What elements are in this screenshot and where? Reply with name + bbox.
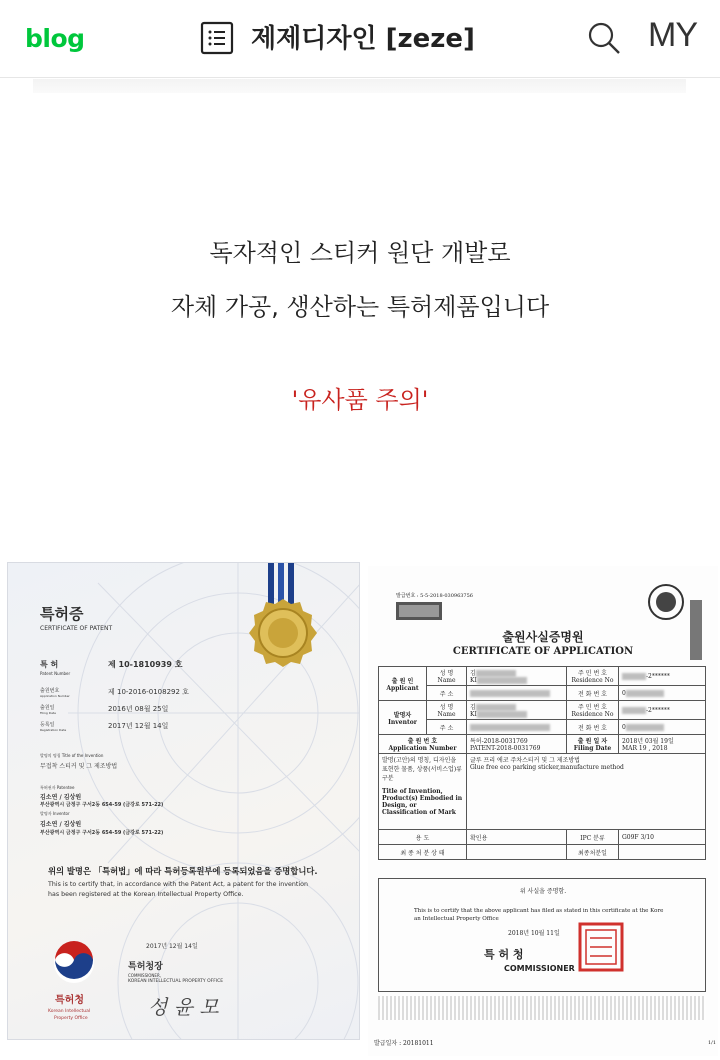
filing-date-en: MAR 19 , 2018 [622,745,668,752]
patent-certificate-image [7,562,360,1040]
patent-number-label-en: Patent Number [40,671,71,676]
name-label-2: 성 명 [439,704,454,711]
my-button[interactable]: MY [648,16,697,54]
issue-date: 2017년 12월 14일 [146,943,198,950]
inventor-label: 발명자 [393,711,412,719]
final-disposal-label: 최종처분일 [567,845,619,860]
doc-number: 발급번호 : 5-5-2018-030963756 [396,593,473,599]
invention-label-ko: 발명(고안)의 명칭, 디자인을 표현한 물품, 상품(서비스업)류 구분 [382,757,462,782]
kipo-stamp-icon [646,582,690,622]
top-header [0,0,720,78]
filing-label: 출원일 [40,705,55,711]
invention-title-label: 발명의 명칭 Title of the Invention [40,753,104,758]
phone-label-2: 전 화 번 호 [567,720,619,735]
barcode-icon [396,602,442,620]
app-no-label-en: Application Number [40,694,70,698]
phone-label: 전 화 번 호 [567,686,619,701]
statement-ko: 위의 발명은 「특허법」에 따라 특허등록원부에 등록되었음을 증명합니다. [48,866,318,876]
filing-label-en: Filing Date [40,711,56,715]
patent-number-label: 특 허 [40,660,59,669]
owner-label: 특허권자 Patentee [40,785,75,790]
cert-date: 2018년 10월 11일 [508,930,560,937]
application-table [378,666,706,860]
applicant-res-no: -2****** [646,672,670,680]
divider-strip [33,79,686,93]
office-en-1: Korean Intellectual [48,1009,91,1014]
inventor-phone: 0 [622,723,626,731]
applicant-label-en: Applicant [386,684,419,692]
gold-seal-icon [249,599,317,667]
res-no-label-2: 주 민 번 호 [578,704,607,711]
invention-title: 무접착 스티커 및 그 제조방법 [40,763,118,770]
res-no-label-en: Residence No [571,677,614,684]
app-no-label: 출원번호 [40,688,60,694]
footer-notice [378,996,706,1020]
commissioner-en-2: KOREAN INTELLECTUAL PROPERTY OFFICE [128,979,224,984]
statement-en-1: This is to certify that, in accordance with the Patent Act, a patent for the invention [48,881,308,888]
headline-line-2: 자체 가공, 생산하는 특허제품입니다 [170,293,550,321]
warning-text: '유사품 주의' [291,386,429,414]
filing-date-label: 출 원 일 자 [577,738,608,745]
use-label: 용 도 [379,830,467,845]
patent-title-ko: 특허증 [40,605,84,623]
application-certificate-image [368,566,718,1056]
reg-date: 2017년 12월 14일 [108,722,169,730]
inventor-label: 발명자 Inventor [40,811,70,816]
commissioner-ko: 특허청장 [128,962,163,972]
invention-title-ko: 글루 프리 에코 주차스티커 및 그 제조방법 [470,757,580,764]
signature: 성 윤 모 [148,995,219,1019]
app-number-ko: 특허-2018-0031769 [470,738,528,745]
inventor-name: 김소연 / 김상원 [40,821,82,828]
ipc-label: IPC 분류 [567,830,619,845]
filing-date-ko: 2018년 03월 19일 [622,738,674,745]
app-number-label-en: Application Number [388,745,457,752]
office-ko: 특허청 [55,995,84,1006]
res-no-label: 주 민 번 호 [578,670,607,677]
office-en-2: Property Office [54,1016,88,1021]
applicant-label: 출 원 인 [391,677,414,685]
owner-address: 부산광역시 금정구 구서2동 654-59 (금강로 571-22) [40,802,164,808]
app-no: 제 10-2016-0108292 호 [108,688,189,696]
cert-commissioner: COMMISSIONER [504,964,575,973]
search-icon[interactable] [586,20,622,56]
certify-en-2: an Intellectual Property Office [414,916,499,922]
app-number-en: PATENT-2018-0031769 [470,745,541,752]
inventor-name-roman: KI [470,711,477,718]
cert-title-en: CERTIFICATE OF APPLICATION [452,646,634,657]
page-number: 1/1 [708,1040,717,1046]
category-menu-icon[interactable] [199,20,235,56]
res-no-label-en-2: Residence No [571,711,614,718]
certify-ko: 위 사실을 증명함. [519,888,567,895]
red-official-seal-icon [578,922,624,972]
issue-date-footer: 발급일자 : 20181011 [374,1040,434,1047]
owner-name: 김소연 / 김상원 [40,794,82,801]
filing-date-label-en: Filing Date [573,745,612,752]
applicant-name-roman: KI [470,677,477,684]
headline-line-1: 독자적인 스티커 원단 개발로 [209,239,511,267]
inventor-res-no: -2****** [646,706,670,714]
address-label: 주 소 [427,686,467,701]
filing-date: 2016년 08월 25일 [108,705,169,713]
name-label: 성 명 [439,670,454,677]
cert-title-ko: 출원사실증명원 [502,630,584,644]
invention-title-en: Glue free eco parking sticker,manufacture method [470,764,624,771]
blog-logo[interactable]: blog [25,24,85,53]
headline [0,226,720,334]
ipc-value: G09F 3/10 [619,830,706,845]
patent-number: 제 10-1810939 호 [108,660,183,669]
reg-label-en: Registration Date [40,728,67,732]
invention-label-en: Title of Invention, Product(s) Embodied in Design, or Classification of Mark [382,788,463,816]
reg-label: 등록일 [40,722,55,728]
certify-en-1: This is to certify that the above applicant has filed as stated in this certificate at the Kore [414,908,664,914]
final-status-label: 최 종 처 분 상 태 [379,845,467,860]
name-label-en: Name [437,677,456,684]
inventor-label-en: Inventor [388,718,417,726]
blog-title[interactable]: 제제디자인 [zeze] [251,24,475,54]
applicant-phone: 0 [622,689,626,697]
address-label-2: 주 소 [427,720,467,735]
patent-title-en: CERTIFICATE OF PATENT [40,625,113,632]
applicant-name: 김 [470,670,476,677]
kipo-logo-icon [54,941,94,983]
inventor-address: 부산광역시 금정구 구서2동 654-59 (금강로 571-22) [40,830,164,836]
statement-en-2: has been registered at the Korean Intellectual Property Office. [48,891,244,898]
inventor-name: 김 [470,704,476,711]
commissioner-en-1: COMMISSIONER, [128,973,161,978]
use-value: 확인용 [467,830,567,845]
cert-office-ko: 특 허 청 [484,948,524,961]
app-number-label: 출 원 번 호 [407,738,438,745]
name-label-en-2: Name [437,711,456,718]
